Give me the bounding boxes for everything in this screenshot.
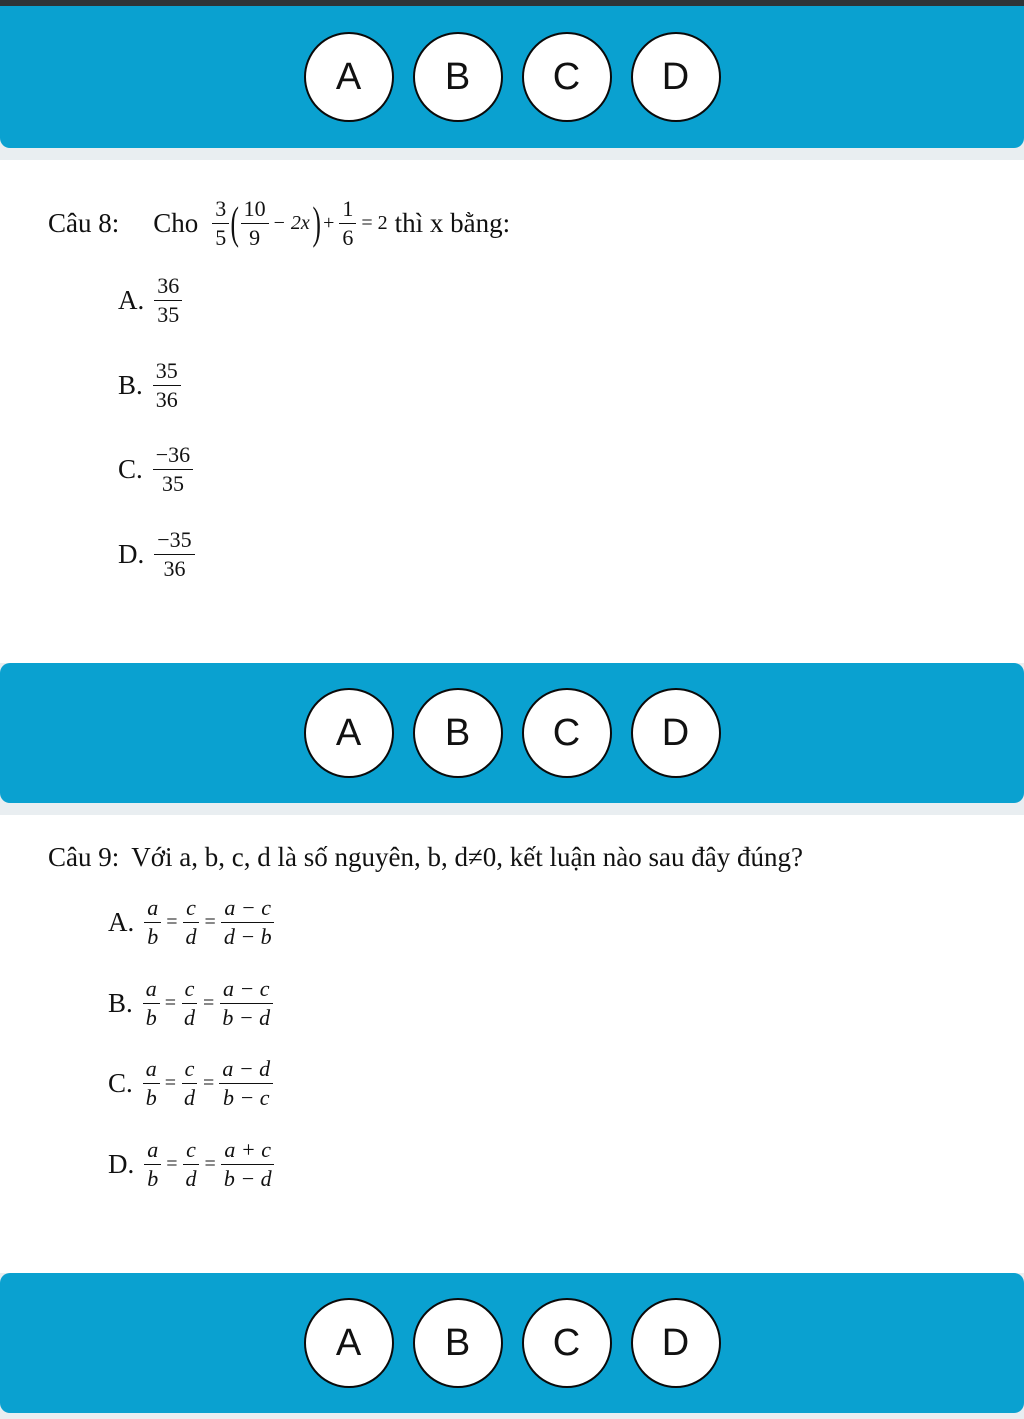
question-9-label: Câu 9: xyxy=(48,841,120,872)
question-8-option-d: D. $\frac{-35}{36}$ xyxy=(118,529,197,580)
question-8-option-b: B. $\frac{35}{36}$ xyxy=(118,360,183,411)
answer-bar-3 xyxy=(0,1273,1024,1413)
choice-d-button[interactable]: D xyxy=(631,688,721,778)
choice-b-button[interactable]: B xyxy=(413,688,503,778)
question-9-option-b: B. $\frac{a}{b}$ = $\frac{c}{d}$ = $\frac{a - c}{b - d}$ xyxy=(108,978,275,1029)
choice-c-button[interactable]: C xyxy=(522,32,612,122)
answer-bar-1 xyxy=(0,6,1024,148)
question-9-option-d: D. $\frac{a}{b}$ = $\frac{c}{d}$ = $\frac{a + c}{b - d}$ xyxy=(108,1139,277,1190)
question-9-stem xyxy=(48,837,803,877)
question-8-equation: $\frac{3}{5}$ ( $\frac{10}{9}$ − 2x ) + $\frac{1}{6}$ = 2 xyxy=(210,198,390,249)
answer-bar-2 xyxy=(0,663,1024,803)
question-9-card xyxy=(0,815,1024,1273)
question-8-card xyxy=(0,160,1024,663)
question-9-option-a: A. $\frac{a}{b}$ = $\frac{c}{d}$ = $\frac{a - c}{d - b}$ xyxy=(108,897,277,948)
choice-d-button[interactable]: D xyxy=(631,1298,721,1388)
choice-d-button[interactable]: D xyxy=(631,32,721,122)
question-9-option-c: C. $\frac{a}{b}$ = $\frac{c}{d}$ = $\frac{a - d}{b - c}$ xyxy=(108,1058,275,1109)
question-8-label: Câu 8: xyxy=(48,207,120,238)
question-8-prefix: Cho xyxy=(153,207,199,238)
choice-a-button[interactable]: A xyxy=(304,688,394,778)
choice-b-button[interactable]: B xyxy=(413,32,503,122)
question-8-suffix: thì x bằng: xyxy=(394,207,511,238)
question-9-text: Với a, b, c, d là số nguyên, b, d≠0, kết luận nào sau đây đúng? xyxy=(131,841,803,872)
question-8-option-a: A. $\frac{36}{35}$ xyxy=(118,275,184,326)
question-8-option-c: C. $\frac{-36}{35}$ xyxy=(118,444,195,495)
choice-c-button[interactable]: C xyxy=(522,1298,612,1388)
choice-a-button[interactable]: A xyxy=(304,32,394,122)
choice-a-button[interactable]: A xyxy=(304,1298,394,1388)
question-8-stem xyxy=(48,188,510,258)
choice-c-button[interactable]: C xyxy=(522,688,612,778)
choice-b-button[interactable]: B xyxy=(413,1298,503,1388)
